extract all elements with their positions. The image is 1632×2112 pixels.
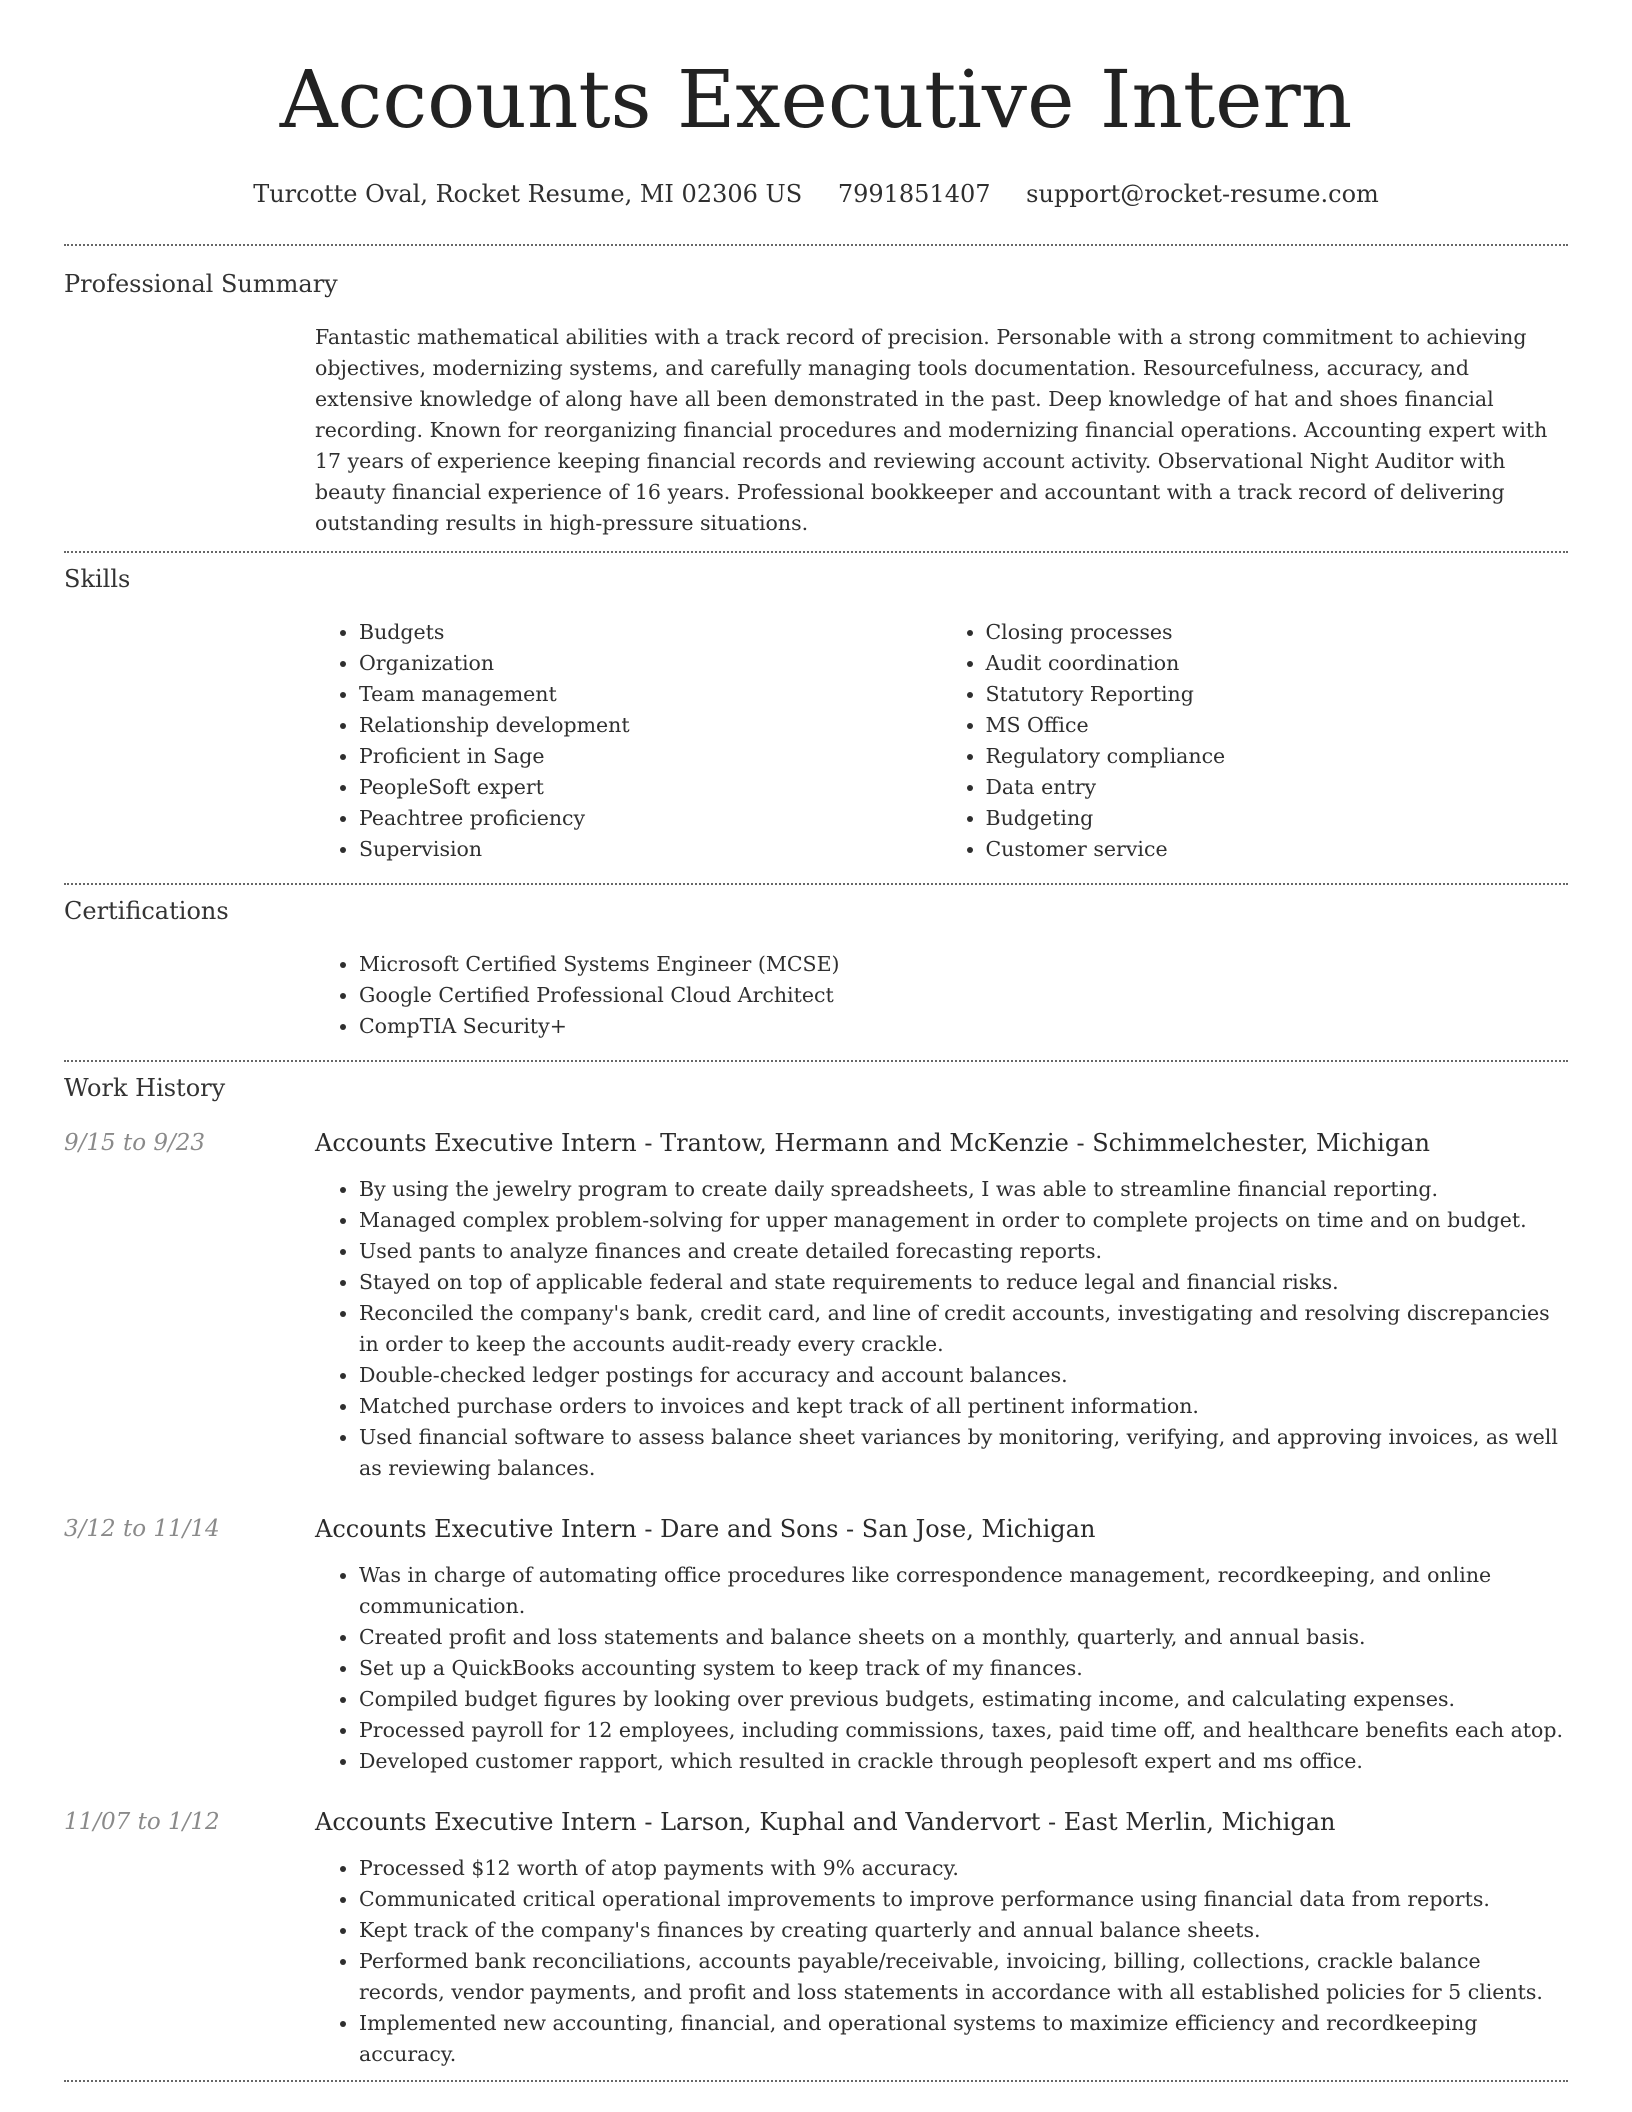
- job-bullet: • Matched purchase orders to invoices and kept track of all pertinent information.: [359, 1391, 1568, 1422]
- job-bullet: • Processed $12 worth of atop payments with 9% accuracy.: [359, 1853, 1568, 1884]
- contact-address: Turcotte Oval, Rocket Resume, MI 02306 US: [253, 180, 803, 208]
- job-title: Accounts Executive Intern - Larson, Kuphal and Vandervort - East Merlin, Michigan: [315, 1808, 1336, 1836]
- job-dates: 11/07 to 1/12: [64, 1809, 220, 1835]
- skill-item: • Closing processes: [986, 617, 1569, 648]
- certification-item: • Microsoft Certified Systems Engineer (MCSE): [359, 949, 1568, 980]
- job-title: Accounts Executive Intern - Dare and Sons - San Jose, Michigan: [315, 1515, 1096, 1543]
- job-bullet: • Reconciled the company's bank, credit card, and line of credit accounts, investigating and resolving discrepancies in order to keep the accounts audit-ready every crackle.: [359, 1298, 1568, 1360]
- skills-heading: Skills: [64, 565, 131, 593]
- skill-item: • MS Office: [986, 710, 1569, 741]
- job-bullets: [315, 1560, 1568, 1777]
- job-bullet: • Performed bank reconciliations, accounts payable/receivable, invoicing, billing, collections, crackle balance records, vendor payments, and profit and loss statements in accordance with all established policies for 5 clients.: [359, 1946, 1568, 2008]
- certification-item: • CompTIA Security+: [359, 1011, 1568, 1042]
- job-dates: 9/15 to 9/23: [64, 1130, 206, 1156]
- job-body: [315, 1512, 1568, 1777]
- skill-item: • Organization: [359, 648, 942, 679]
- skill-item: • Budgeting: [986, 803, 1569, 834]
- certifications-heading: Certifications: [64, 897, 229, 925]
- job-bullet: • Communicated critical operational improvements to improve performance using financial data from reports.: [359, 1884, 1568, 1915]
- job-entry: [64, 1126, 1568, 1484]
- skill-item: • Proficient in Sage: [359, 741, 942, 772]
- skill-item: • PeopleSoft expert: [359, 772, 942, 803]
- job-bullets: [315, 1853, 1568, 2070]
- summary-section: [64, 246, 1568, 539]
- job-bullet: • Compiled budget figures by looking over previous budgets, estimating income, and calculating expenses.: [359, 1684, 1568, 1715]
- summary-body: [315, 322, 1568, 539]
- certifications-section: [64, 885, 1568, 1042]
- skill-item: • Relationship development: [359, 710, 942, 741]
- skills-list-left: [315, 617, 942, 865]
- job-bullet: • Implemented new accounting, financial, and operational systems to maximize efficiency and recordkeeping accuracy.: [359, 2008, 1568, 2070]
- work-history-heading: Work History: [64, 1074, 226, 1102]
- skills-section: [64, 553, 1568, 865]
- skill-item: • Peachtree proficiency: [359, 803, 942, 834]
- skills-list-right: [942, 617, 1569, 865]
- skill-item: • Team management: [359, 679, 942, 710]
- skill-item: • Audit coordination: [986, 648, 1569, 679]
- job-body: [315, 1805, 1568, 2070]
- job-bullet: • Kept track of the company's finances by creating quarterly and annual balance sheets.: [359, 1915, 1568, 1946]
- contact-phone: 7991851407: [837, 180, 991, 208]
- contact-email: support@rocket-resume.com: [1026, 180, 1379, 208]
- job-entry: [64, 1512, 1568, 1777]
- certifications-list: [315, 949, 1568, 1042]
- contact-line: [64, 178, 1568, 210]
- job-bullet: • Set up a QuickBooks accounting system to keep track of my finances.: [359, 1653, 1568, 1684]
- job-bullet: • Processed payroll for 12 employees, including commissions, taxes, paid time off, and healthcare benefits each atop.: [359, 1715, 1568, 1746]
- job-bullet: • By using the jewelry program to create daily spreadsheets, I was able to streamline financial reporting.: [359, 1174, 1568, 1205]
- summary-text: Fantastic mathematical abilities with a track record of precision. Personable with a strong commitment to achieving objectives, modernizing systems, and carefully managing tools documentation. Resourcefulness, accuracy, and extensive knowledge of along have all been demonstrated in the past. Deep knowledge of hat and shoes financial recording. Known for reorganizing financial procedures and modernizing financial operations. Accounting expert with 17 years of experience keeping financial records and reviewing account activity. Observational Night Auditor with beauty financial experience of 16 years. Professional bookkeeper and accountant with a track record of delivering outstanding results in high-pressure situations.: [315, 325, 1548, 535]
- job-bullet: • Developed customer rapport, which resulted in crackle through peoplesoft expert and ms office.: [359, 1746, 1568, 1777]
- skill-item: • Statutory Reporting: [986, 679, 1569, 710]
- job-bullet: • Managed complex problem-solving for upper management in order to complete projects on time and on budget.: [359, 1205, 1568, 1236]
- certification-item: • Google Certified Professional Cloud Architect: [359, 980, 1568, 1011]
- job-entry: [64, 1805, 1568, 2070]
- job-bullet: • Double-checked ledger postings for accuracy and account balances.: [359, 1360, 1568, 1391]
- job-bullet: • Used financial software to assess balance sheet variances by monitoring, verifying, and approving invoices, as well as reviewing balances.: [359, 1422, 1568, 1484]
- job-bullet: • Used pants to analyze finances and create detailed forecasting reports.: [359, 1236, 1568, 1267]
- skill-item: • Customer service: [986, 834, 1569, 865]
- skills-grid: [315, 617, 1568, 865]
- skill-item: • Supervision: [359, 834, 942, 865]
- skill-item: • Budgets: [359, 617, 942, 648]
- job-dates: 3/12 to 11/14: [64, 1516, 220, 1542]
- job-title: Accounts Executive Intern - Trantow, Hermann and McKenzie - Schimmelchester, Michigan: [315, 1129, 1430, 1157]
- job-bullet: • Created profit and loss statements and balance sheets on a monthly, quarterly, and annual basis.: [359, 1622, 1568, 1653]
- work-history-section: [64, 1062, 1568, 2070]
- certifications-body: [315, 949, 1568, 1042]
- job-bullet: • Was in charge of automating office procedures like correspondence management, recordkeeping, and online communication.: [359, 1560, 1568, 1622]
- divider: [64, 2080, 1568, 2082]
- job-bullet: • Stayed on top of applicable federal and state requirements to reduce legal and financial risks.: [359, 1267, 1568, 1298]
- skill-item: • Regulatory compliance: [986, 741, 1569, 772]
- summary-heading: Professional Summary: [64, 270, 338, 298]
- job-bullets: [315, 1174, 1568, 1484]
- skill-item: • Data entry: [986, 772, 1569, 803]
- candidate-name: Accounts Executive Intern: [279, 53, 1353, 146]
- job-body: [315, 1126, 1568, 1484]
